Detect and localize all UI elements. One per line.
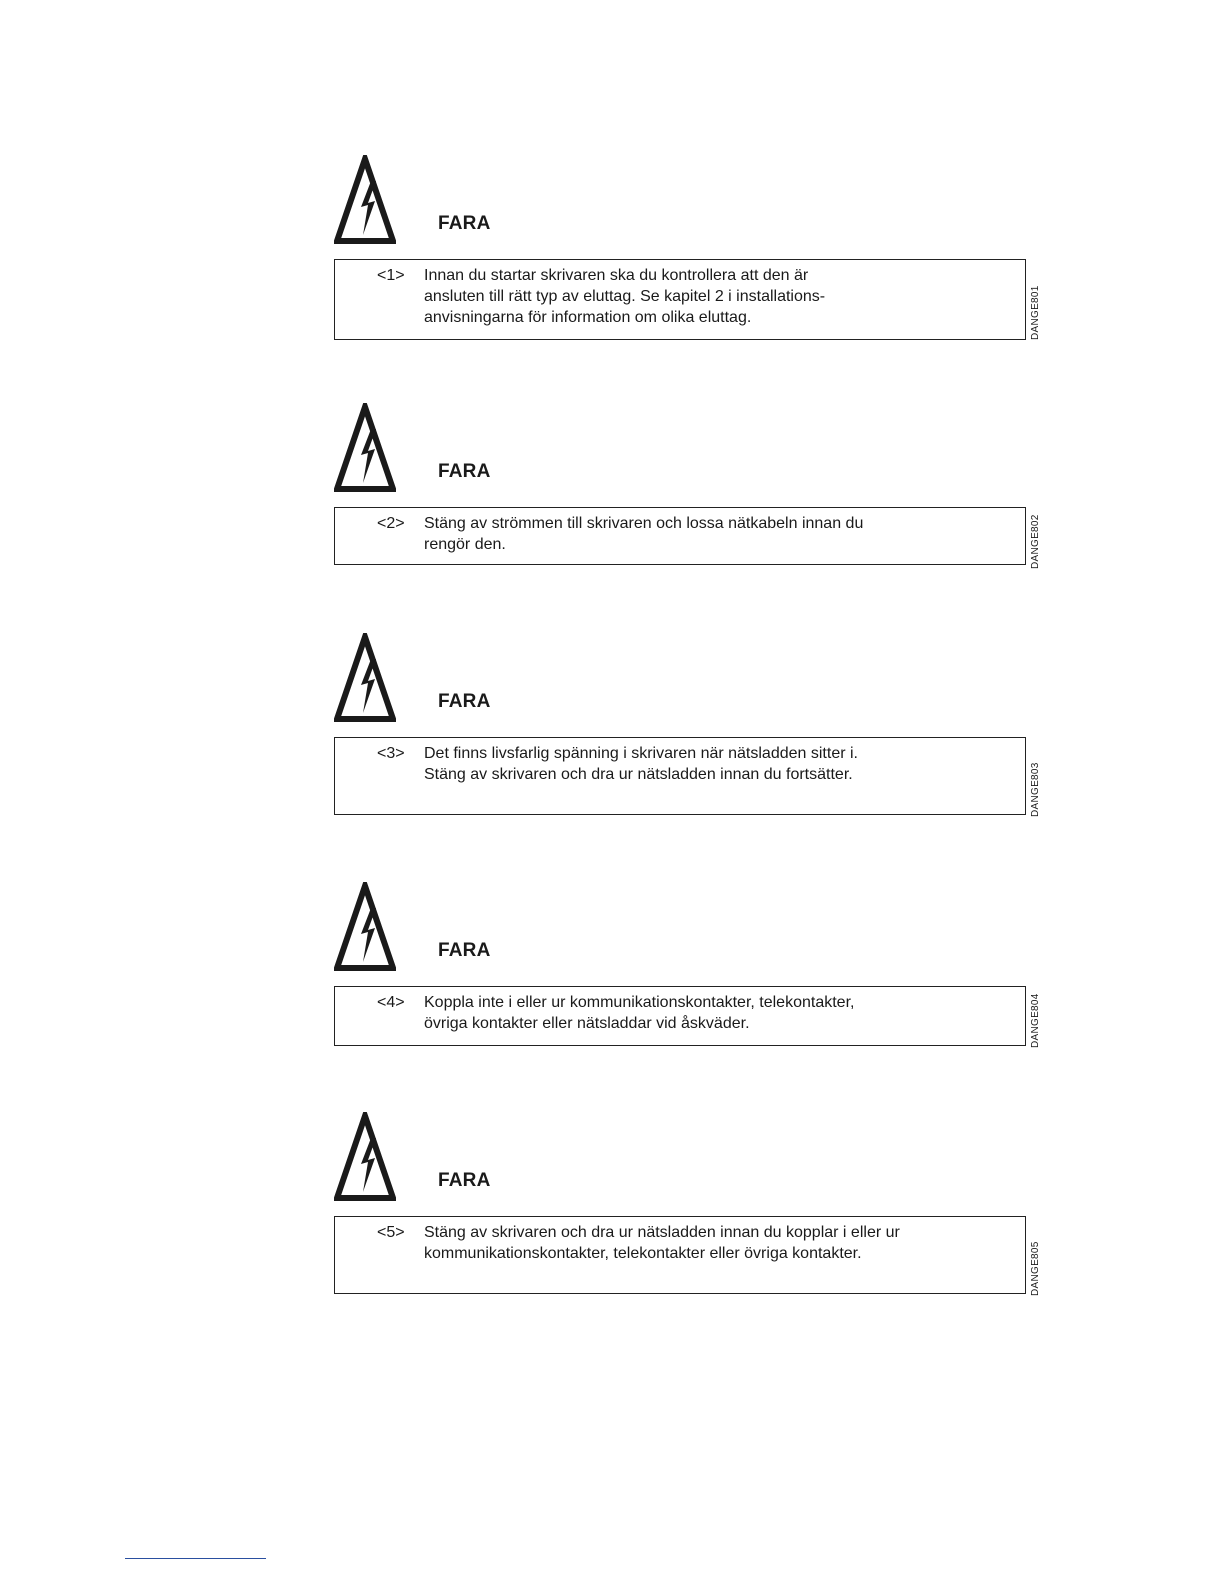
notice-line: Koppla inte i eller ur kommunikationskontakter, telekontakter, [424,994,855,1011]
notice-line: ansluten till rätt typ av eluttag. Se kapitel 2 i installations- [424,288,826,305]
notice-number: <4> [377,994,405,1011]
notice-number: <5> [377,1224,405,1241]
electrical-hazard-icon [334,1112,396,1202]
notice-line: anvisningarna för information om olika eluttag. [424,309,752,326]
notice-number: <3> [377,745,405,762]
notice-code: DANGE801 [1030,285,1041,340]
electrical-hazard-icon [334,882,396,972]
notice-box [334,986,1026,1046]
notice-number: <1> [377,267,405,284]
notice-box [334,259,1026,340]
notice-line: Det finns livsfarlig spänning i skrivaren när nätsladden sitter i. [424,745,858,762]
notice-box [334,1216,1026,1294]
notice-text [424,513,985,555]
notice-code: DANGE804 [1030,993,1041,1048]
notice-line: Stäng av skrivaren och dra ur nätsladden innan du fortsätter. [424,766,853,783]
notice-line: Innan du startar skrivaren ska du kontrollera att den är [424,267,809,284]
electrical-hazard-icon [334,155,396,245]
danger-heading: FARA [438,213,491,234]
notice-code: DANGE803 [1030,762,1041,817]
electrical-hazard-icon [334,633,396,723]
notice-box [334,507,1026,565]
notice-text [424,1222,985,1264]
notice-code: DANGE802 [1030,514,1041,569]
danger-heading: FARA [438,940,491,961]
danger-heading: FARA [438,1170,491,1191]
notice-line: Stäng av strömmen till skrivaren och lossa nätkabeln innan du [424,515,864,532]
notice-text [424,743,985,785]
notice-line: rengör den. [424,536,506,553]
notice-text [424,992,985,1034]
notice-text [424,265,985,328]
notice-line: kommunikationskontakter, telekontakter eller övriga kontakter. [424,1245,862,1262]
notice-number: <2> [377,515,405,532]
footer-rule [125,1558,266,1559]
electrical-hazard-icon [334,403,396,493]
danger-heading: FARA [438,461,491,482]
notice-line: övriga kontakter eller nätsladdar vid åskväder. [424,1015,750,1032]
notice-box [334,737,1026,815]
notice-code: DANGE805 [1030,1241,1041,1296]
notice-line: Stäng av skrivaren och dra ur nätsladden innan du kopplar i eller ur [424,1224,900,1241]
danger-heading: FARA [438,691,491,712]
